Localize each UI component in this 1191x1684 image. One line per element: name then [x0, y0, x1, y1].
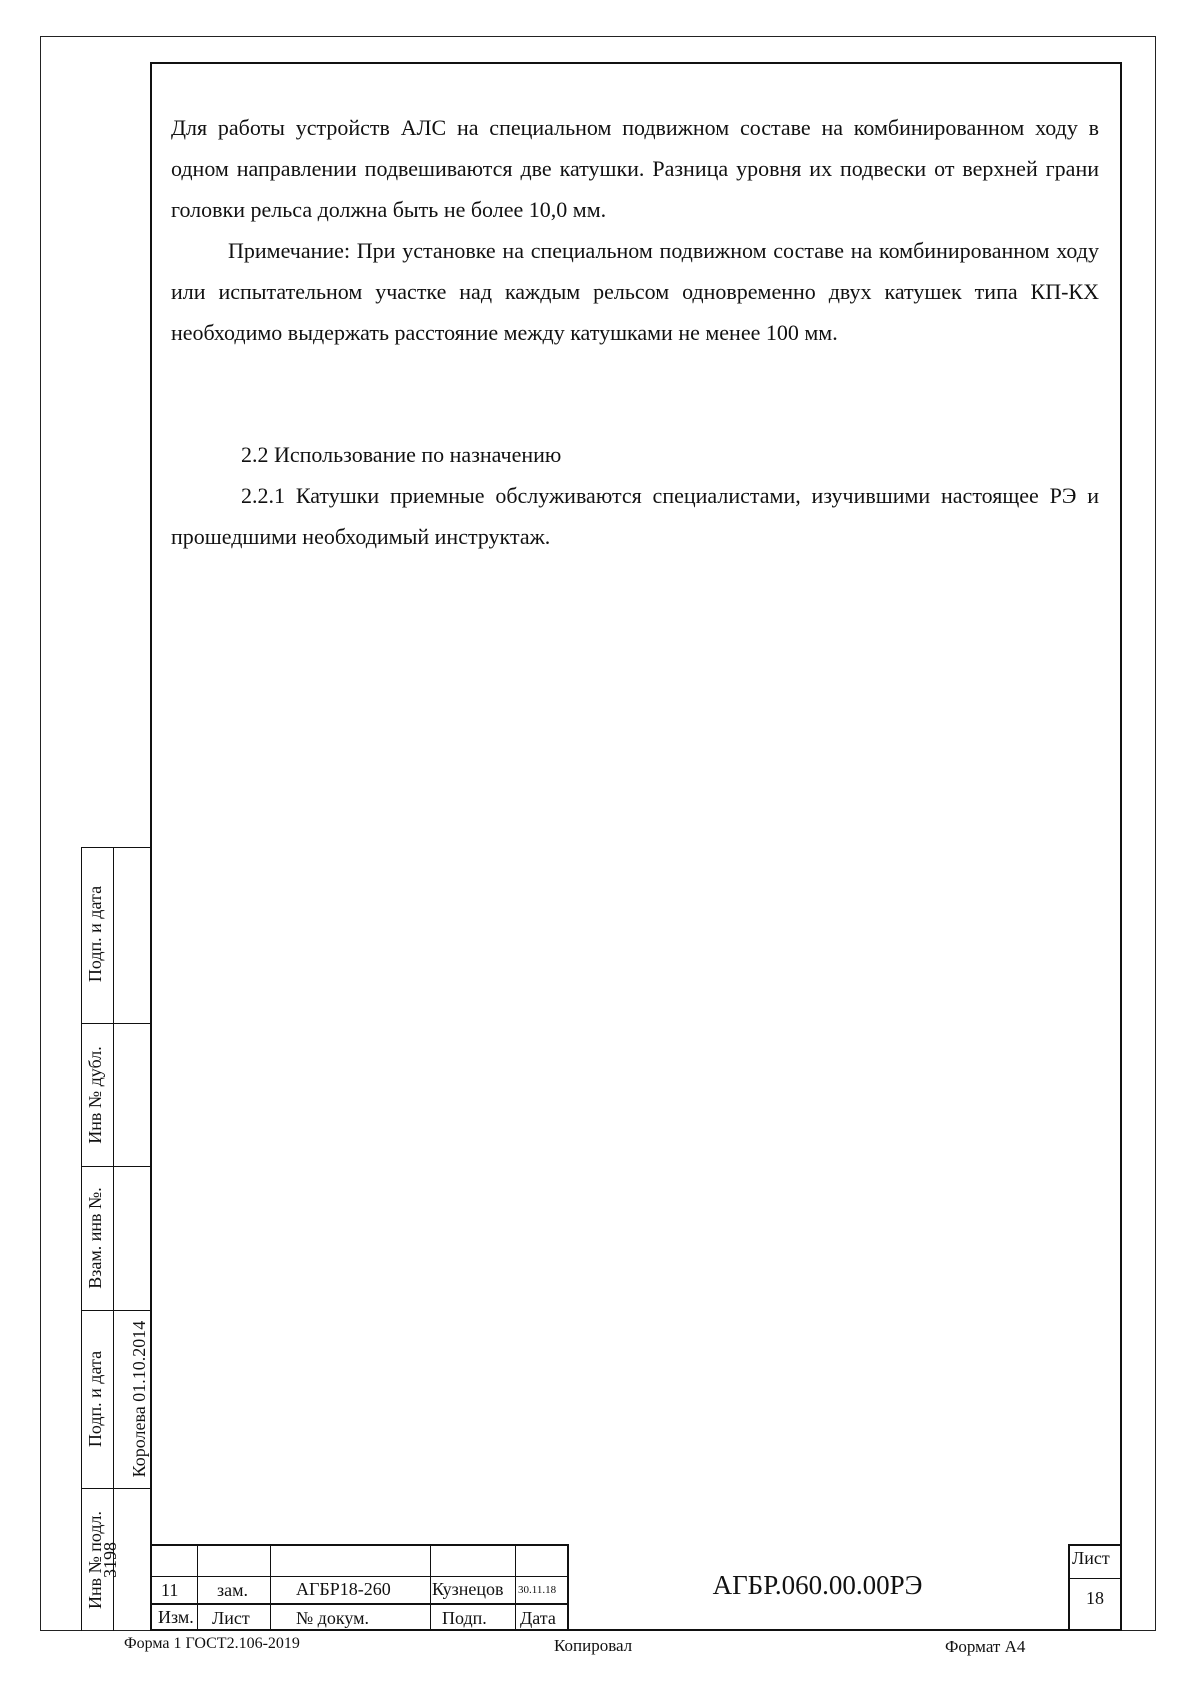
- podp-label: Подп.: [442, 1608, 487, 1628]
- paragraph-note: Примечание: При установке на специальном подвижном составе на комбинированном ходу или испытательном участке над каждым рельсом одновременно двух катушек типа КП-КХ необходимо выдержать расстояние между катушками не менее 100 мм.: [171, 238, 1099, 345]
- podp-signer: Кузнецов: [432, 1579, 504, 1599]
- paragraph-2-2-1: 2.2.1 Катушки приемные обслуживаются специалистами, изучившими настоящее РЭ и прошедшими необходимый инструктаж.: [171, 483, 1099, 549]
- list-label: Лист: [212, 1608, 250, 1628]
- footer-form: Форма 1 ГОСТ2.106-2019: [124, 1635, 300, 1652]
- paragraph-1: Для работы устройств АЛС на специальном подвижном составе на комбинированном ходу в одном направлении подвешиваются две катушки. Разница уровня их подвески от верхней грани головки рельса должна быть не более 10,0 мм.: [171, 115, 1099, 222]
- dokum-label: № докум.: [296, 1608, 369, 1628]
- podp-value: Королева 01.10.2014: [129, 1320, 149, 1478]
- sheet-number: 18: [1086, 1588, 1104, 1608]
- podp-i-data-label-1: Подп. и дата: [85, 885, 105, 983]
- sheet-label: Лист: [1072, 1548, 1110, 1568]
- inv-dubl-label: Инв № дубл.: [85, 1046, 105, 1144]
- inv-podl-value: 3198: [100, 1542, 120, 1578]
- dokum-value: АГБР18-260: [296, 1579, 391, 1599]
- inv-podl-label: Инв № подл.: [85, 1510, 105, 1610]
- podp-i-data-label-2: Подп. и дата: [85, 1350, 105, 1448]
- document-designation: АГБР.060.00.00РЭ: [712, 1570, 923, 1600]
- list-value: зам.: [217, 1580, 248, 1600]
- vzam-inv-label: Взам. инв №.: [85, 1187, 105, 1289]
- izm-label: Изм.: [158, 1607, 194, 1627]
- date-value: 30.11.18: [518, 1584, 557, 1596]
- section-heading: 2.2 Использование по назначению: [241, 442, 562, 467]
- footer-format: Формат А4: [945, 1637, 1026, 1656]
- footer-copied: Копировал: [554, 1636, 633, 1655]
- izm-value: 11: [161, 1580, 179, 1600]
- data-label: Дата: [520, 1608, 556, 1628]
